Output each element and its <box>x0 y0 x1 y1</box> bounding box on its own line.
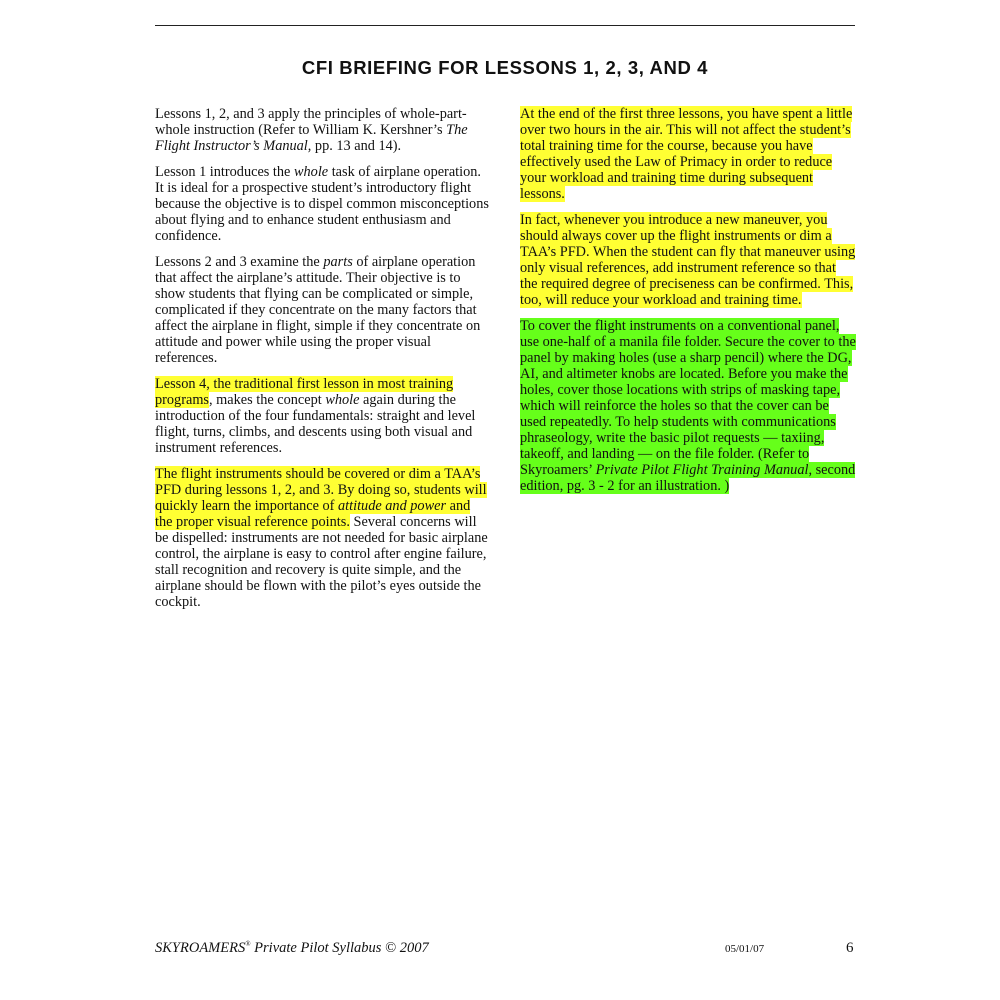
highlight-yellow: and the proper visual reference points. <box>155 498 471 530</box>
highlight-yellow: In fact, whenever you introduce a new maneuver, you should always cover up the flight instruments or dim a TAA’s PFD. When the student can fly that maneuver using only visual references, add instrument reference so that the required degree of preciseness can be confirmed. This, too, will reduce your workload and training time. <box>520 212 856 308</box>
paragraph-lesson-4: Lesson 4, the traditional first lesson in most training programs, makes the concept whole again during the introduction of the four fundamentals: straight and level flight, turns, climbs, and descents using both visual and instrument references. <box>155 376 476 456</box>
page-number: 6 <box>846 940 854 956</box>
paragraph-whole-part-whole: Lessons 1, 2, and 3 apply the principles of whole-part-whole instruction (Refer to William K. Kershner’s The Flight Instructor’s Manual, pp. 13 and 14). <box>155 106 468 154</box>
paragraph-lessons-2-3: Lessons 2 and 3 examine the parts of airplane operation that affect the airplane’s attitude. Their objective is to show students that flying can be complicated or simple, complicated if they concentrate on the many factors that affect the airplane in flight, simple if they concentrate on attitude and power while using the proper visual references. <box>155 254 481 366</box>
paragraph-lesson-1: Lesson 1 introduces the whole task of airplane operation. It is ideal for a prospective student’s introductory flight because the objective is to dispel common misconceptions about flying and to enhance student enthusiasm and confidence. <box>155 164 489 244</box>
highlight-green: Private Pilot Flight Training Manual <box>595 462 809 478</box>
right-column <box>520 106 856 504</box>
highlight-green: , second edition, pg. 3 - 2 for an illustration. ) <box>520 462 856 494</box>
page-title: CFI BRIEFING FOR LESSONS 1, 2, 3, AND 4 <box>301 57 709 78</box>
paragraph-cover-instruments <box>520 318 856 494</box>
top-rule <box>155 25 855 26</box>
left-column <box>155 106 491 620</box>
highlight-green: To cover the flight instruments on a conventional panel, use one-half of a manila file folder. Secure the cover to the panel by making holes (use a sharp pencil) where the DG, AI, and altimeter knobs are located. Before you make the holes, cover those locations with strips of masking tape, which will reinforce the holes so that the cover can be used repeatedly. To help students with communications phraseology, write the basic pilot requests — taxiing, takeoff, and landing — on the file folder. (Refer to Skyroamers’ <box>520 318 856 478</box>
book-title: The Flight Instructor’s Manual, <box>155 122 468 154</box>
registered-mark: ® <box>245 940 251 949</box>
highlight-yellow: The flight instruments should be covered or dim a TAA’s PFD during lessons 1, 2, and 3. By doing so, students will quickly learn the importance of <box>155 466 487 514</box>
highlight-yellow: attitude and power <box>338 498 447 514</box>
footer-title: SKYROAMERS® Private Pilot Syllabus © 2007 <box>155 940 429 956</box>
highlight-yellow: Lesson 4, the traditional first lesson in most training programs <box>155 376 454 408</box>
footer-date: 05/01/07 <box>725 943 765 955</box>
paragraph-new-maneuver <box>520 212 856 308</box>
paragraph-first-three-lessons <box>520 106 856 202</box>
paragraph-instruments-covered: The flight instruments should be covered or dim a TAA’s PFD during lessons 1, 2, and 3. By doing so, students will quickly learn the importance of attitude and power and the proper visual reference points. Several concerns will be dispelled: instruments are not needed for basic airplane control, the airplane is easy to control after engine failure, stall recognition and recovery is quite simple, and the airplane should be flown with the pilot’s eyes outside the cockpit. <box>155 466 488 610</box>
highlight-yellow: At the end of the first three lessons, you have spent a little over two hours in the air. This will not affect the student’s total training time for the course, because you have effectively used the Law of Primacy in order to reduce your workload and training time during subsequent lessons. <box>520 106 853 202</box>
